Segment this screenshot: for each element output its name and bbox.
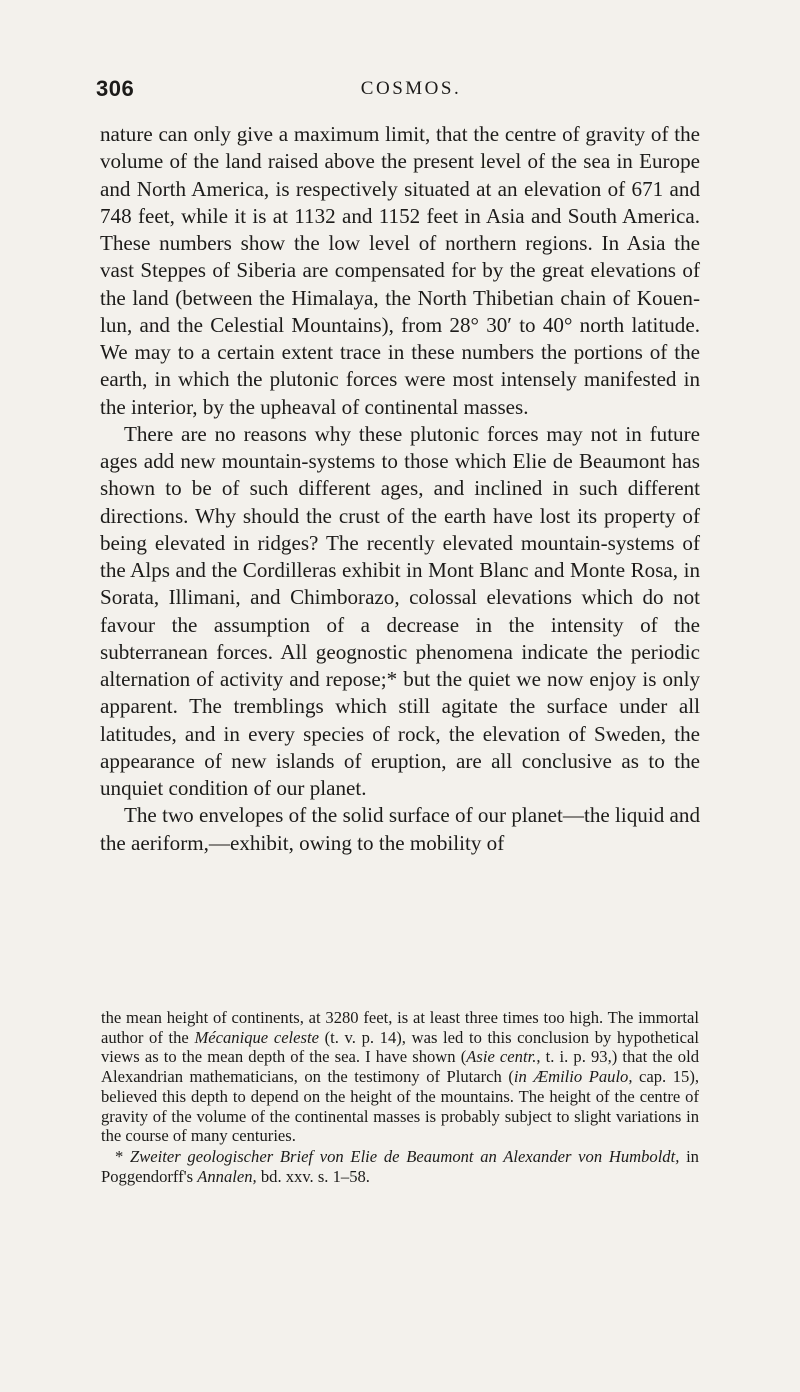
main-text	[100, 121, 700, 857]
page-header	[96, 76, 702, 112]
paragraph-plutonic-forces: There are no reasons why these plutonic forces may not in future ages add new mountain-systems to those which Elie de Beaumont has shown to be of such different ages, and inclined in such different directions. Why should the crust of the earth have lost its property of being elevated in ridges? The recently elevated mountain-systems of the Alps and the Cordilleras exhibit in Mont Blanc and Monte Rosa, in Sorata, Illimani, and Chimborazo, colossal elevations which do not favour the assumption of a decrease in the intensity of the subterranean forces. All geognostic phenomena indicate the periodic alternation of activity and repose;* but the quiet we now enjoy is only apparent. The tremblings which still agitate the surface under all latitudes, and in every species of rock, the elevation of Sweden, the appearance of new islands of eruption, are all conclusive as to the unquiet condition of our planet.	[100, 421, 700, 800]
footnote-text: the mean height of continents, at 3280 feet, is at least three times too high. The immortal author of the	[101, 1008, 699, 1047]
paragraph-continued: nature can only give a maximum limit, that the centre of gravity of the volume of the land raised above the present level of the sea in Europe and North America, is respectively situated at an elevation of 671 and 748 feet, while it is at 1132 and 1152 feet in Asia and South America. These numbers show the low level of northern regions. In Asia the vast Steppes of Siberia are compensated for by the great elevations of the land (between the Himalaya, the North Thibetian chain of Kouen-lun, and the Celestial Mountains), from 28° 30′ to 40° north latitude. We may to a certain extent trace in these numbers the portions of the earth, in which the plutonic forces were most intensely manifested in the interior, by the upheaval of continental masses.	[100, 122, 700, 419]
footnote-text: (t. v. p. 14), was led to this conclusion by hypothetical views as to the mean depth of the sea. I have shown (	[101, 1027, 699, 1067]
footnotes	[101, 1008, 699, 1186]
footnote-title-italic: Asie centr.	[466, 1047, 537, 1067]
footnote-text: cap. 15), believed this depth to depend on the height of the mountains. The height of the centre of gravity of the volume of the continental masses is probably subject to slight variations in the course of many centuries.	[101, 1067, 699, 1146]
footnote-title-italic: in Æmilio Paulo,	[513, 1067, 633, 1087]
paragraph-envelopes: The two envelopes of the solid surface of our planet—the liquid and the aeriform,—exhibit, owing to the mobility of	[100, 803, 700, 855]
footnote-text: , t. i. p. 93,) that the old Alexandrian mathematicians, on the testimony of Plutarch (	[101, 1047, 700, 1087]
footnote-marker: *	[115, 1146, 131, 1166]
page-number: 306	[96, 76, 135, 101]
running-title: COSMOS.	[360, 78, 462, 99]
footnote-title-italic: Mécanique celeste	[194, 1027, 319, 1047]
footnote-star	[101, 1147, 699, 1186]
footnote-title-italic: Annalen,	[197, 1166, 257, 1186]
footnote-continued	[101, 1008, 699, 1146]
footnote-text: in Poggendorff's	[101, 1146, 699, 1186]
footnote-title-italic: Zweiter geologischer Brief von Elie de Beaumont an Alexander von Humboldt,	[130, 1146, 680, 1166]
footnote-text: bd. xxv. s. 1–58.	[256, 1166, 370, 1186]
